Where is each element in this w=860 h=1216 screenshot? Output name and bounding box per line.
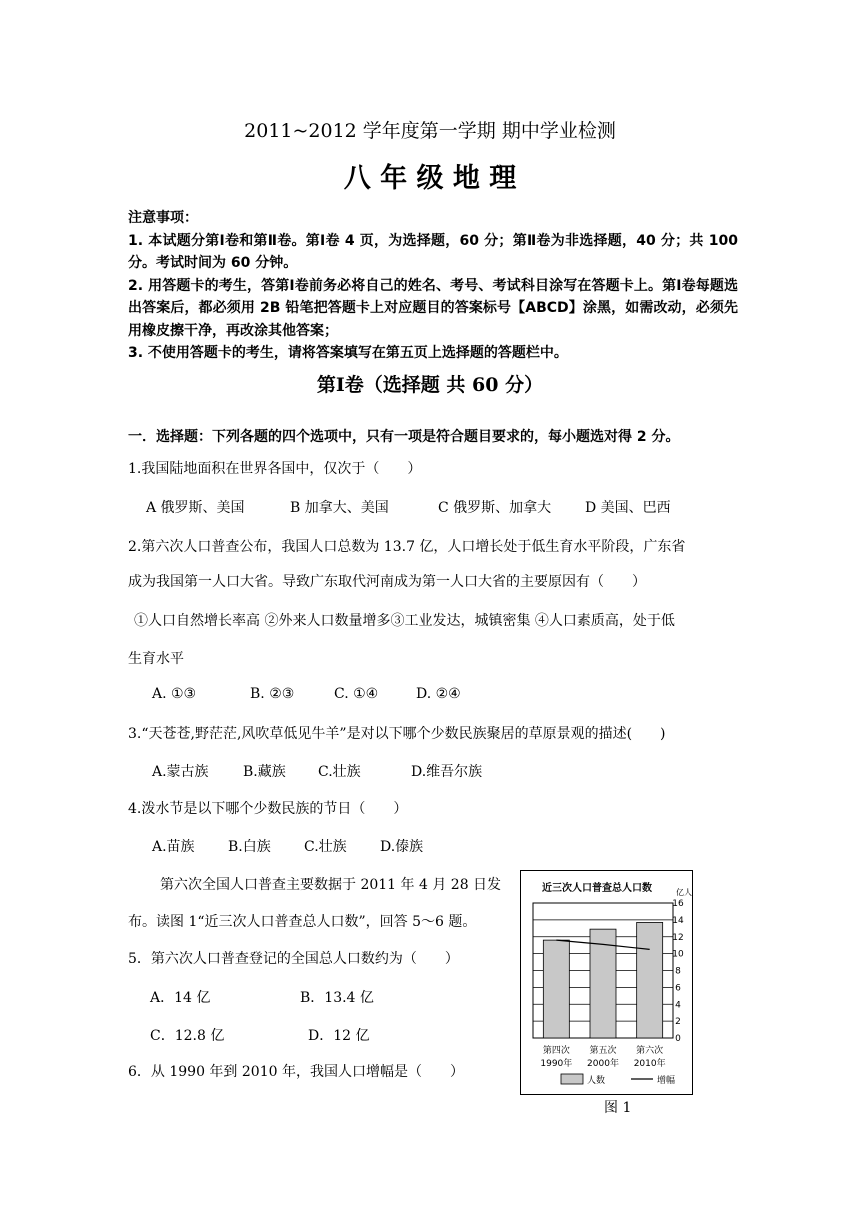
chart-y-tick-label: 14: [672, 915, 684, 926]
intro-line1: 第六次全国人口普查主要数据于 2011 年 4 月 28 日发: [160, 877, 502, 893]
legend-label: 人数: [587, 1076, 606, 1086]
chart-x-tick-label: 第五次: [589, 1046, 617, 1056]
q5-option-d: D．12 亿: [308, 1028, 370, 1044]
chart-x-tick-label: 2010年: [633, 1059, 666, 1069]
population-chart-frame: [520, 870, 693, 1095]
q4-option-c: C.壮族: [304, 839, 347, 855]
q2-option-d: D. ②④: [416, 686, 461, 702]
chart-x-tick-label: 第六次: [636, 1046, 664, 1056]
legend-label: 增幅: [657, 1076, 676, 1086]
q1-option-d: D 美国、巴西: [585, 500, 671, 516]
q3-option-a: A.蒙古族: [152, 764, 209, 780]
q3-option-c: C.壮族: [318, 764, 361, 780]
q1-option-a: A 俄罗斯、美国: [146, 500, 245, 516]
question-2-stem-line1: 2.第六次人口普查公布，我国人口总数为 13.7 亿，人口增长处于低生育水平阶段，广东省: [128, 539, 686, 555]
question-2-options-line2: 生育水平: [128, 651, 184, 667]
chart-y-tick-label: 16: [672, 899, 684, 909]
q2-option-a: A. ①③: [152, 686, 197, 702]
chart-y-tick-label: 4: [675, 1000, 681, 1011]
section-instruction: 一．选择题：下列各题的四个选项中，只有一项是符合题目要求的，每小题选对得 2 分。: [128, 429, 680, 445]
chart-title: 近三次人口普查总人口数: [542, 883, 652, 894]
chart-y-tick-label: 8: [675, 966, 681, 977]
q2-option-b: B. ②③: [250, 686, 295, 702]
chart-y-tick-label: 6: [675, 983, 681, 994]
chart-bar: [637, 922, 663, 1038]
question-1-stem: 1.我国陆地面积在世界各国中，仅次于（ ）: [128, 461, 422, 477]
note-item: 2. 用答题卡的考生，答第Ⅰ卷前务必将自己的姓名、考号、考试科目涂写在答题卡上。第Ⅰ卷每题选出答案后，都必须用 2B 铅笔把答题卡上对应题目的答案标号【ABCD】涂黑，如需改动，必须先用橡皮擦干净，再改涂其他答案；: [128, 277, 738, 339]
chart-y-tick-label: 10: [672, 949, 684, 960]
notes-heading: 注意事项：: [128, 210, 198, 226]
q3-option-b: B.藏族: [243, 764, 286, 780]
q2-option-c: C. ①④: [334, 686, 379, 702]
chart-bar: [543, 940, 569, 1038]
q5-option-c: C．12.8 亿: [150, 1028, 225, 1044]
chart-x-tick-label: 第四次: [542, 1046, 570, 1056]
question-4-stem: 4.泼水节是以下哪个少数民族的节日（ ）: [128, 801, 408, 817]
note-item: 1. 本试题分第Ⅰ卷和第Ⅱ卷。第Ⅰ卷 4 页，为选择题，60 分；第Ⅱ卷为非选择题，40 分；共 100 分。考试时间为 60 分钟。: [128, 232, 738, 271]
section-title: 第Ⅰ卷（选择题 共 60 分）: [316, 374, 544, 396]
intro-line2: 布。读图 1“近三次人口普查总人口数”，回答 5～6 题。: [128, 914, 477, 930]
chart-y-unit-label: 亿人: [676, 888, 692, 897]
question-2-stem-line2: 成为我国第一人口大省。导致广东取代河南成为第一人口大省的主要原因有（ ）: [128, 574, 646, 590]
population-chart: [521, 871, 692, 1094]
exam-notes: [128, 207, 738, 365]
question-3-stem: 3.“天苍苍,野茫茫,风吹草低见牛羊”是对以下哪个少数民族聚居的草原景观的描述( ): [128, 726, 666, 742]
chart-x-tick-label: 1990年: [540, 1059, 573, 1069]
subject-title: 八 年 级 地 理: [343, 163, 517, 194]
chart-y-tick-label: 0: [675, 1034, 681, 1044]
question-5-stem: 5．第六次人口普查登记的全国总人口数约为（ ）: [128, 951, 459, 967]
q4-option-b: B.白族: [228, 839, 271, 855]
figure-caption: 图 1: [604, 1100, 632, 1116]
q5-option-b: B．13.4 亿: [300, 990, 374, 1006]
q4-option-a: A.苗族: [152, 839, 195, 855]
legend-bar-swatch: [561, 1074, 583, 1084]
chart-y-tick-label: 12: [672, 932, 684, 943]
q3-option-d: D.维吾尔族: [411, 764, 483, 780]
note-item: 3. 不使用答题卡的考生，请将答案填写在第五页上选择题的答题栏中。: [128, 345, 568, 361]
exam-title: 2011~2012 学年度第一学期 期中学业检测: [244, 120, 616, 142]
chart-x-tick-label: 2000年: [587, 1059, 619, 1069]
chart-y-tick-label: 2: [675, 1017, 681, 1028]
q4-option-d: D.傣族: [380, 839, 424, 855]
q1-option-c: C 俄罗斯、加拿大: [438, 500, 552, 516]
question-6-stem: 6．从 1990 年到 2010 年，我国人口增幅是（ ）: [128, 1064, 464, 1080]
q5-option-a: A．14 亿: [150, 990, 211, 1006]
question-2-options-line1: ①人口自然增长率高 ②外来人口数量增多③工业发达，城镇密集 ④人口素质高，处于低: [134, 613, 675, 629]
q1-option-b: B 加拿大、美国: [290, 500, 389, 516]
